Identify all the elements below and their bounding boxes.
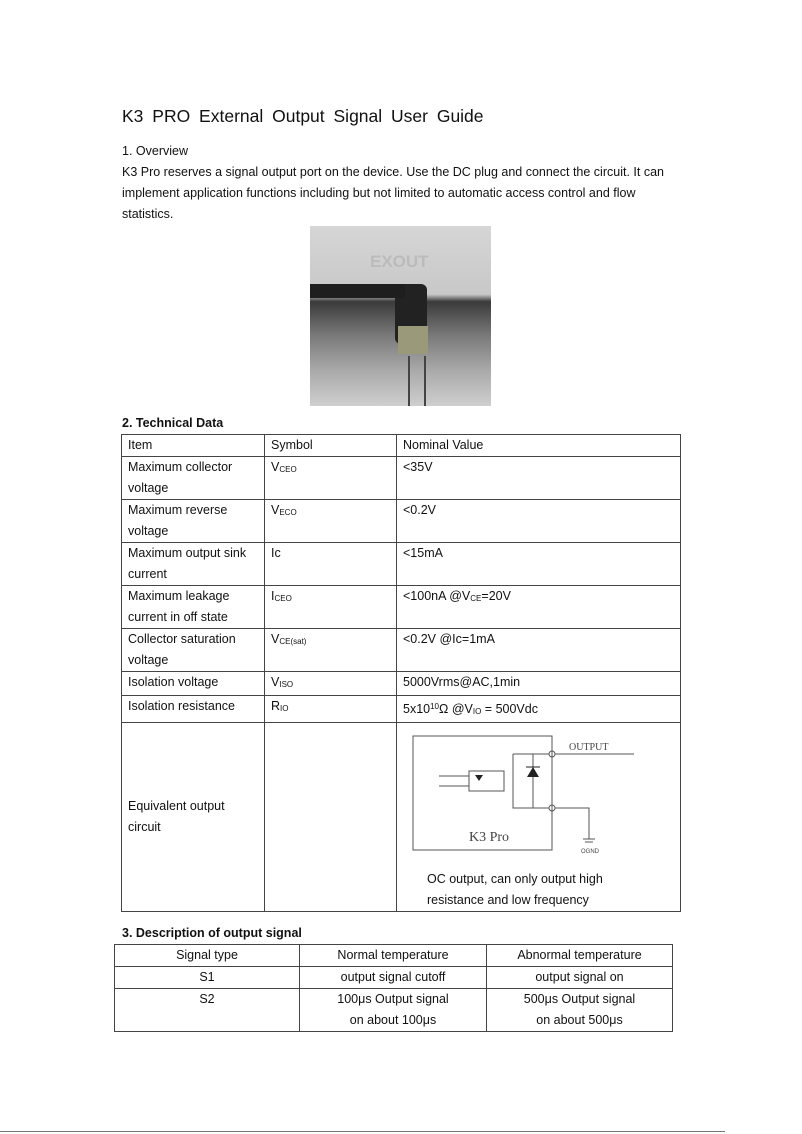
item-cell: Collector saturation voltage (122, 629, 265, 672)
circuit-caption: OC output, can only output high resistance and low frequency (427, 872, 603, 907)
value-text: <15mA (403, 546, 443, 560)
symbol-cell (265, 629, 397, 672)
value-tail: = 500Vdc (481, 702, 538, 716)
symbol-cell (265, 586, 397, 629)
table-row (122, 500, 681, 543)
table-row (122, 696, 681, 723)
value-sup: 10 (430, 702, 440, 711)
header-cell: Symbol (265, 435, 397, 457)
abnormal-temp: output signal on (487, 967, 673, 989)
overview-heading: 1. Overview (122, 144, 188, 158)
symbol-sub: CE(sat) (279, 637, 307, 646)
table-row (122, 543, 681, 586)
value-text: <35V (403, 460, 433, 474)
table-row (122, 629, 681, 672)
value-cell (397, 629, 681, 672)
symbol-text: V (271, 632, 280, 646)
table-header-row (122, 435, 681, 457)
overview-body: K3 Pro reserves a signal output port on the device. Use the DC plug and connect the circuit. It can implement application functions including but not limited to automatic access control and flow statistics. (122, 165, 664, 221)
value-cell (397, 543, 681, 586)
signal-type: S1 (115, 967, 300, 989)
header-cell: Normal temperature (300, 945, 487, 967)
item-cell: Maximum output sink current (122, 543, 265, 586)
value-cell (397, 457, 681, 500)
output-signal-table (114, 944, 673, 1032)
device-photo (310, 226, 491, 406)
signals-heading: 3. Description of output signal (122, 926, 302, 940)
symbol-text: V (271, 460, 280, 474)
symbol-cell (265, 543, 397, 586)
value-text: <0.2V (403, 503, 437, 517)
value-cell (397, 672, 681, 696)
value-text: <100nA @V (403, 589, 471, 603)
value-tail: =20V (481, 589, 511, 603)
symbol-text: R (271, 699, 281, 713)
item-cell: Maximum reverse voltage (122, 500, 265, 543)
header-cell: Item (122, 435, 265, 457)
value-sub: IO (472, 707, 482, 716)
value-sub: CE (470, 594, 482, 603)
symbol-text: Ic (271, 546, 281, 560)
header-cell: Signal type (115, 945, 300, 967)
item-cell: Isolation voltage (122, 672, 265, 696)
item-cell: Isolation resistance (122, 696, 265, 723)
symbol-text: I (271, 589, 275, 603)
page-title: K3 PRO External Output Signal User Guide (122, 106, 484, 126)
circuit-item: Equivalent output circuit (122, 723, 265, 912)
symbol-cell (265, 696, 397, 723)
table-row (115, 989, 673, 1032)
ground-label: OGND (581, 849, 599, 855)
circuit-row (122, 723, 681, 912)
value-cell (397, 586, 681, 629)
symbol-text: V (271, 503, 280, 517)
value-text: 5000Vrms@AC,1min (403, 675, 521, 689)
symbol-sub: ISO (279, 680, 294, 689)
table-row (122, 586, 681, 629)
header-cell: Nominal Value (397, 435, 681, 457)
symbol-cell (265, 457, 397, 500)
normal-temp: 100μs Output signal on about 100μs (300, 989, 487, 1032)
value-mid: Ω @V (439, 702, 473, 716)
value-cell (397, 696, 681, 723)
technical-data-table (121, 434, 681, 912)
table-header-row (115, 945, 673, 967)
table-row (122, 457, 681, 500)
footer-rule (0, 1131, 725, 1132)
symbol-sub: IO (280, 704, 289, 713)
symbol-sub: CEO (279, 465, 297, 474)
header-cell: Abnormal temperature (487, 945, 673, 967)
symbol-text: V (271, 675, 280, 689)
normal-temp: output signal cutoff (300, 967, 487, 989)
equivalent-circuit-diagram (409, 731, 639, 861)
symbol-cell (265, 500, 397, 543)
device-label: K3 Pro (469, 830, 510, 845)
item-cell: Maximum collector voltage (122, 457, 265, 500)
signal-type: S2 (115, 989, 300, 1032)
table-row (115, 967, 673, 989)
abnormal-temp: 500μs Output signal on about 500μs (487, 989, 673, 1032)
photo-label: EXOUT (370, 252, 429, 271)
technical-heading: 2. Technical Data (122, 416, 224, 430)
value-cell (397, 500, 681, 543)
value-text: <0.2V @Ic=1mA (403, 632, 495, 646)
symbol-sub: CEO (274, 594, 292, 603)
symbol-sub: ECO (279, 508, 297, 517)
output-label: OUTPUT (569, 742, 609, 753)
item-cell: Maximum leakage current in off state (122, 586, 265, 629)
symbol-cell (265, 672, 397, 696)
value-text: 5x10 (403, 702, 431, 716)
table-row (122, 672, 681, 696)
